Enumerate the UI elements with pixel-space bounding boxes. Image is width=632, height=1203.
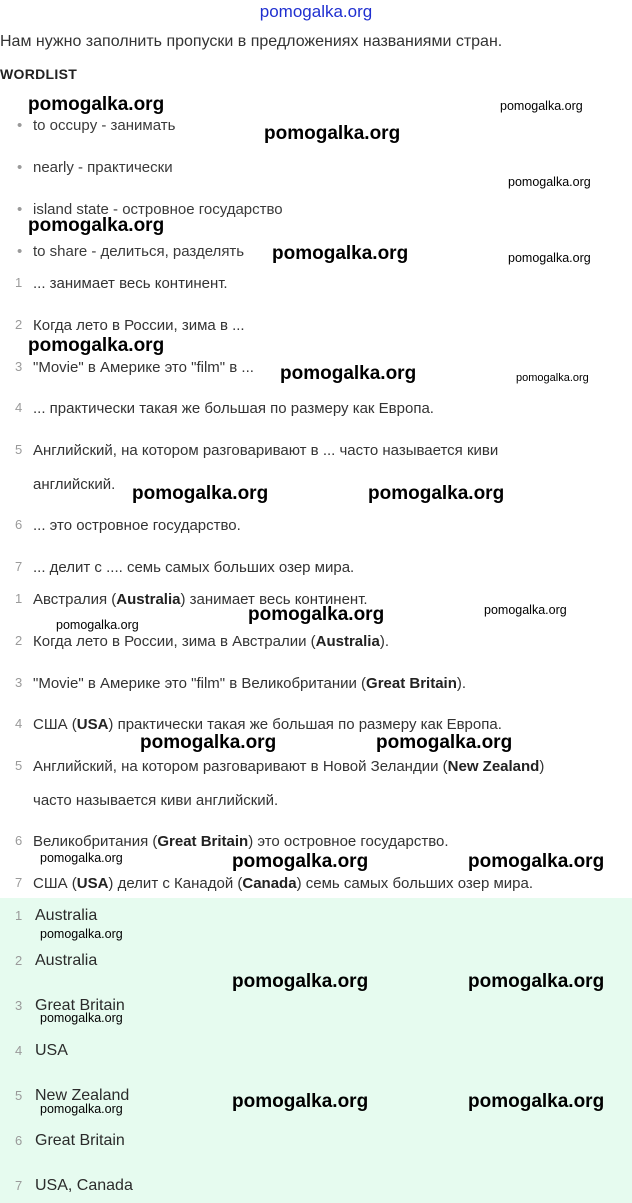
watermark: pomogalka.org <box>56 618 139 632</box>
answer-row <box>0 907 632 929</box>
bullet-icon: • <box>17 243 23 260</box>
watermark: pomogalka.org <box>40 851 123 865</box>
country-answer: Great Britain <box>366 675 457 692</box>
item-number: 1 <box>15 908 23 923</box>
task-sentence <box>0 317 632 337</box>
watermark: pomogalka.org <box>508 251 591 265</box>
item-number: 3 <box>15 675 23 690</box>
intro-text: Нам нужно заполнить пропуски в предложениях названиями стран. <box>0 33 503 50</box>
task-sentence <box>0 559 632 579</box>
watermark: pomogalka.org <box>368 483 505 504</box>
watermark: pomogalka.org <box>264 123 401 144</box>
task-text: "Movie" в Америке это "film" в ... <box>33 359 254 376</box>
watermark: pomogalka.org <box>508 175 591 189</box>
watermark: pomogalka.org <box>376 732 513 753</box>
wordlist-title: WORDLIST <box>0 66 78 82</box>
item-number: 5 <box>15 758 23 773</box>
watermark: pomogalka.org <box>484 603 567 617</box>
answer-row <box>0 1042 632 1064</box>
item-number: 3 <box>15 998 23 1013</box>
task-text: ... практически такая же большая по размеру как Европа. <box>33 400 434 417</box>
item-number: 4 <box>15 400 23 415</box>
item-number: 5 <box>15 1088 23 1103</box>
item-number: 6 <box>15 517 23 532</box>
wordlist-item-text: nearly - практически <box>33 159 173 176</box>
answer-row <box>0 1132 632 1154</box>
item-number: 7 <box>15 1178 23 1193</box>
item-number: 6 <box>15 833 23 848</box>
item-number: 7 <box>15 559 23 574</box>
task-text: ... это островное государство. <box>33 517 241 534</box>
watermark: pomogalka.org <box>280 363 417 384</box>
filled-text: Английский, на котором разговаривают в Новой Зеландии (New Zealand) <box>33 758 545 775</box>
filled-text: США (USA) практически такая же большая по размеру как Европа. <box>33 716 502 733</box>
bullet-icon: • <box>17 159 23 176</box>
task-sentence <box>0 400 632 420</box>
watermark: pomogalka.org <box>232 1091 369 1112</box>
answer-text: Australia <box>35 907 98 924</box>
watermark: pomogalka.org <box>468 1091 605 1112</box>
country-answer: Australia <box>116 591 181 608</box>
item-number: 2 <box>15 633 23 648</box>
filled-text: Когда лето в России, зима в Австралии (Australia). <box>33 633 389 650</box>
task-text: Когда лето в России, зима в ... <box>33 317 245 334</box>
item-number: 4 <box>15 716 23 731</box>
watermark: pomogalka.org <box>40 1102 123 1116</box>
task-sentence <box>0 442 632 462</box>
watermark: pomogalka.org <box>28 215 165 236</box>
watermark: pomogalka.org <box>468 851 605 872</box>
watermark: pomogalka.org <box>500 99 583 113</box>
answer-text: Great Britain <box>35 997 125 1014</box>
filled-sentence <box>0 675 632 695</box>
task-text: Английский, на котором разговаривают в ... часто называется киви <box>33 442 499 459</box>
answers-panel <box>0 898 632 1203</box>
filled-text: "Movie" в Америке это "film" в Великобритании (Great Britain). <box>33 675 467 692</box>
watermark: pomogalka.org <box>232 971 369 992</box>
item-number: 2 <box>15 953 23 968</box>
task-text-continuation: английский. <box>33 476 116 493</box>
watermark: pomogalka.org <box>28 335 165 356</box>
task-text: ... занимает весь континент. <box>33 275 228 292</box>
watermark: pomogalka.org <box>132 483 269 504</box>
item-number: 5 <box>15 442 23 457</box>
filled-text: Австралия (Australia) занимает весь континент. <box>33 591 368 608</box>
item-number: 3 <box>15 359 23 374</box>
watermark: pomogalka.org <box>40 1011 123 1025</box>
filled-sentence <box>0 716 632 736</box>
task-sentence <box>0 275 632 295</box>
answer-text: USA, Canada <box>35 1177 133 1194</box>
country-answer: Canada <box>242 875 297 892</box>
answer-text: USA <box>35 1042 68 1059</box>
watermark: pomogalka.org <box>272 243 409 264</box>
watermark: pomogalka.org <box>468 971 605 992</box>
task-sentence <box>0 517 632 537</box>
task-text: ... делит с .... семь самых больших озер мира. <box>33 559 355 576</box>
item-number: 6 <box>15 1133 23 1148</box>
watermark: pomogalka.org <box>40 927 123 941</box>
wordlist-item-text: island state - островное государство <box>33 201 283 218</box>
filled-sentence <box>0 833 632 853</box>
answer-text: Australia <box>35 952 98 969</box>
answer-text: Great Britain <box>35 1132 125 1149</box>
wordlist-item-text: to share - делиться, разделять <box>33 243 245 260</box>
filled-sentence <box>0 875 632 895</box>
bullet-icon: • <box>17 117 23 134</box>
watermark: pomogalka.org <box>232 851 369 872</box>
item-number: 7 <box>15 875 23 890</box>
filled-sentence <box>0 633 632 653</box>
country-answer: Great Britain <box>157 833 249 850</box>
country-answer: USA <box>76 875 109 892</box>
country-answer: USA <box>76 716 109 733</box>
filled-text: Великобритания (Great Britain) это островное государство. <box>33 833 449 850</box>
watermark: pomogalka.org <box>248 604 385 625</box>
watermark: pomogalka.org <box>28 94 165 115</box>
site-header-link[interactable]: pomogalka.org <box>259 2 373 21</box>
wordlist-item-text: to occupy - занимать <box>33 117 176 134</box>
watermark: pomogalka.org <box>516 372 589 384</box>
item-number: 4 <box>15 1043 23 1058</box>
filled-sentence <box>0 758 632 778</box>
country-answer: New Zealand <box>447 758 540 775</box>
watermark: pomogalka.org <box>140 732 277 753</box>
answer-text: New Zealand <box>35 1087 130 1104</box>
bullet-icon: • <box>17 201 23 218</box>
item-number: 2 <box>15 317 23 332</box>
answer-row <box>0 1177 632 1199</box>
filled-text-continuation: часто называется киви английский. <box>33 792 279 809</box>
country-answer: Australia <box>315 633 380 650</box>
item-number: 1 <box>15 591 23 606</box>
filled-text: США (USA) делит с Канадой (Canada) семь самых больших озер мира. <box>33 875 533 892</box>
item-number: 1 <box>15 275 23 290</box>
